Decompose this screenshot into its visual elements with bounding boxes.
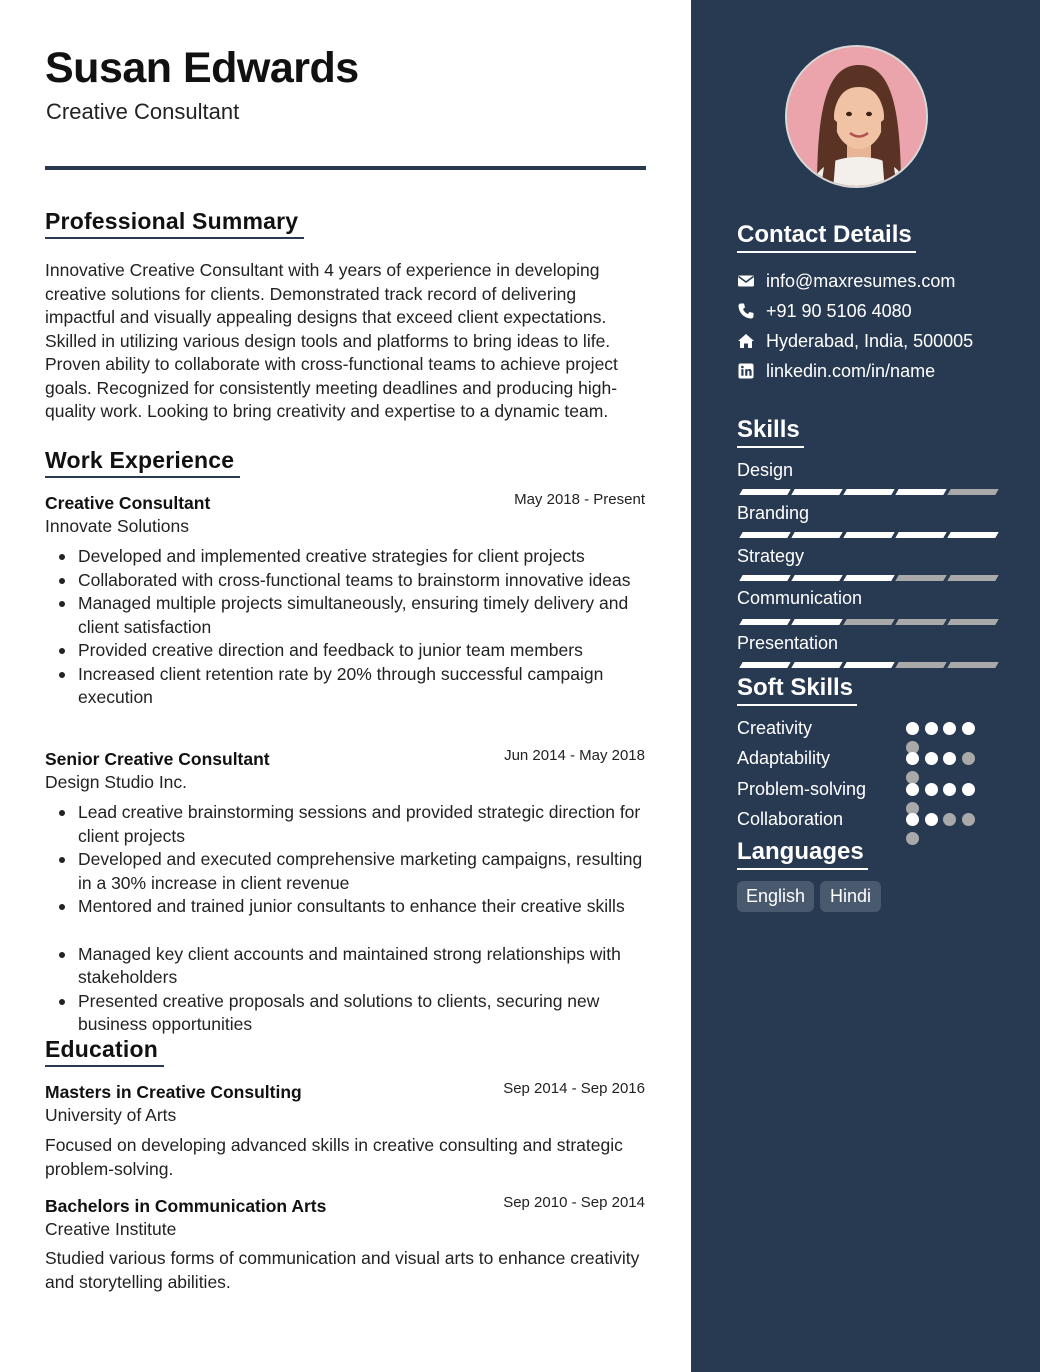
address-text: Hyderabad, India, 500005 xyxy=(766,330,974,351)
soft-skill-label: Creativity xyxy=(737,718,813,738)
skill-label: Branding xyxy=(737,503,810,523)
job-bullets xyxy=(78,801,653,1037)
phone-icon xyxy=(737,302,755,320)
contact-phone[interactable] xyxy=(737,300,912,322)
profile-photo xyxy=(785,45,928,188)
summary-heading: Professional Summary xyxy=(45,208,304,239)
contact-linkedin[interactable] xyxy=(737,360,935,382)
soft-skill-label: Problem-solving xyxy=(737,779,867,799)
degree-title: Masters in Creative Consulting xyxy=(45,1082,302,1102)
skill-rating-bar xyxy=(737,575,993,581)
skill-rating-segment xyxy=(791,532,842,538)
soft-skill-label: Adaptability xyxy=(737,748,831,768)
soft-skills-heading: Soft Skills xyxy=(737,674,857,706)
skill-rating-segment xyxy=(739,489,790,495)
soft-skill-rating-dot xyxy=(962,813,975,826)
school-name: Creative Institute xyxy=(45,1219,177,1239)
soft-skill-rating-dot xyxy=(943,783,956,796)
contact-heading: Contact Details xyxy=(737,221,916,253)
candidate-title: Creative Consultant xyxy=(46,99,240,124)
job-date: May 2018 - Present xyxy=(514,491,645,508)
skill-rating-segment xyxy=(843,489,894,495)
home-icon xyxy=(737,332,755,350)
skill-rating-segment xyxy=(739,619,790,625)
list-item: Developed and implemented creative strategies for client projects xyxy=(78,545,653,569)
skill-rating-segment xyxy=(843,662,894,668)
soft-skill-rating-dot xyxy=(906,783,919,796)
job-bullets xyxy=(78,545,653,710)
language-tag: Hindi xyxy=(820,881,881,912)
list-item: Managed multiple projects simultaneously, ensuring timely delivery and client satisfaction xyxy=(78,592,653,639)
skill-rating-segment xyxy=(791,489,842,495)
header-divider xyxy=(45,166,646,170)
skill-rating-bar xyxy=(737,532,993,538)
language-tag: English xyxy=(737,881,814,912)
skill-rating-segment xyxy=(895,489,946,495)
soft-skill-rating-dot xyxy=(962,722,975,735)
skill-rating-bar xyxy=(737,489,993,495)
skill-rating-segment xyxy=(843,619,894,625)
job-company: Innovate Solutions xyxy=(45,516,189,536)
list-item: Developed and executed comprehensive marketing campaigns, resulting in a 30% increase in client revenue xyxy=(78,848,653,895)
soft-skill-rating-dot xyxy=(925,813,938,826)
list-item: Presented creative proposals and solutions to clients, securing new business opportunities xyxy=(78,990,653,1037)
skill-rating-segment xyxy=(895,662,946,668)
skill-rating-segment xyxy=(947,532,998,538)
skills-heading: Skills xyxy=(737,416,804,448)
soft-skill-rating-dot xyxy=(943,722,956,735)
email-text: info@maxresumes.com xyxy=(766,270,956,291)
linkedin-text: linkedin.com/in/name xyxy=(766,360,936,381)
skill-rating-segment xyxy=(895,619,946,625)
experience-heading: Work Experience xyxy=(45,447,240,478)
soft-skill-rating-dot xyxy=(906,813,919,826)
languages-heading: Languages xyxy=(737,838,868,870)
list-item: Mentored and trained junior consultants to enhance their creative skills xyxy=(78,895,653,919)
school-name: University of Arts xyxy=(45,1105,177,1125)
skill-rating-segment xyxy=(947,619,998,625)
linkedin-icon xyxy=(737,362,755,380)
soft-skill-rating-dot xyxy=(906,722,919,735)
skill-rating-segment xyxy=(739,662,790,668)
job-company: Design Studio Inc. xyxy=(45,772,188,792)
job-date: Jun 2014 - May 2018 xyxy=(504,747,645,764)
soft-skill-rating-dot xyxy=(943,813,956,826)
skill-label: Communication xyxy=(737,588,863,608)
summary-text: Innovative Creative Consultant with 4 years of experience in developing creative solutions for clients. Demonstrated track record of delivering impactful and visually appealing designs that exceed client expectations. Skilled in utilizing various design tools and platforms to bring ideas to life. Proven ability to collaborate with cross-functional teams to achieve project goals. Recognized for consistently meeting deadlines and producing high-quality work. Looking to bring creativity and expertise to a dynamic team. xyxy=(45,260,618,421)
soft-skill-rating-dot xyxy=(906,832,919,845)
skill-rating-segment xyxy=(895,532,946,538)
job-title: Creative Consultant xyxy=(45,493,211,513)
education-date: Sep 2010 - Sep 2014 xyxy=(503,1194,645,1211)
contact-email[interactable] xyxy=(737,270,955,292)
list-item: Increased client retention rate by 20% through successful campaign execution xyxy=(78,663,653,710)
list-item: Provided creative direction and feedback to junior team members xyxy=(78,639,653,663)
skill-rating-segment xyxy=(947,575,998,581)
degree-title: Bachelors in Communication Arts xyxy=(45,1196,327,1216)
soft-skill-rating-dot xyxy=(943,752,956,765)
skill-rating-segment xyxy=(895,575,946,581)
avatar-illustration xyxy=(787,47,928,188)
education-description: Focused on developing advanced skills in creative consulting and strategic problem-solving. xyxy=(45,1135,623,1179)
skill-rating-segment xyxy=(739,575,790,581)
soft-skill-rating-dot xyxy=(962,752,975,765)
list-item: Collaborated with cross-functional teams to brainstorm innovative ideas xyxy=(78,569,653,593)
candidate-name: Susan Edwards xyxy=(45,44,359,92)
skill-rating-segment xyxy=(843,575,894,581)
phone-text: +91 90 5106 4080 xyxy=(766,300,912,321)
skill-rating-segment xyxy=(843,532,894,538)
skill-rating-segment xyxy=(947,662,998,668)
skill-rating-segment xyxy=(947,489,998,495)
envelope-icon xyxy=(737,272,755,290)
soft-skill-rating-dot xyxy=(925,783,938,796)
education-date: Sep 2014 - Sep 2016 xyxy=(503,1080,645,1097)
education-description: Studied various forms of communication and visual arts to enhance creativity and storytelling abilities. xyxy=(45,1248,640,1292)
skill-rating-segment xyxy=(791,575,842,581)
contact-address xyxy=(737,330,973,352)
list-item: Lead creative brainstorming sessions and provided strategic direction for client projects xyxy=(78,801,653,848)
education-heading: Education xyxy=(45,1036,164,1067)
skill-rating-segment xyxy=(739,532,790,538)
skill-rating-segment xyxy=(791,619,842,625)
skill-rating-bar xyxy=(737,619,993,625)
soft-skill-rating-dot xyxy=(925,752,938,765)
skill-rating-segment xyxy=(791,662,842,668)
soft-skill-rating-dot xyxy=(962,783,975,796)
skill-label: Design xyxy=(737,460,794,480)
skill-label: Presentation xyxy=(737,633,839,653)
list-item: Managed key client accounts and maintained strong relationships with stakeholders xyxy=(78,943,653,990)
skill-rating-bar xyxy=(737,662,993,668)
job-title: Senior Creative Consultant xyxy=(45,749,270,769)
soft-skill-rating-dot xyxy=(906,752,919,765)
skill-label: Strategy xyxy=(737,546,805,566)
soft-skill-rating-dot xyxy=(925,722,938,735)
soft-skill-label: Collaboration xyxy=(737,809,844,829)
